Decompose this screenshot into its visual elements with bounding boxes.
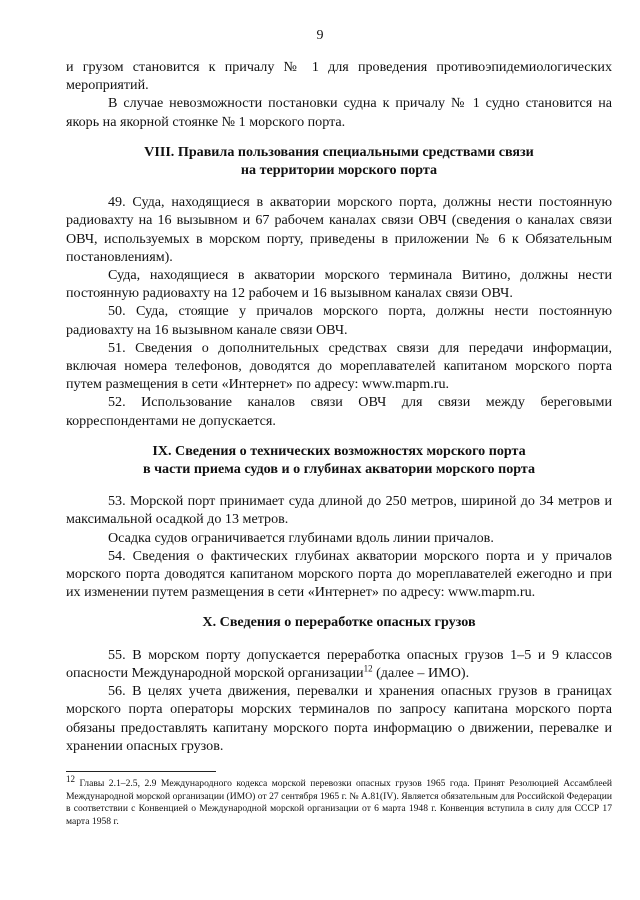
paragraph-55 [66,646,612,682]
paragraph: Суда, находящиеся в акватории морского терминала Витино, должны нести постоянную радиовахту на 12 рабочем и 16 вызывном каналах связи ОВЧ. [66,267,612,302]
footnote-marker: 12 [66,773,75,784]
footnote-text: Главы 2.1–2.5, 2.9 Международного кодекса морской перевозки опасных грузов 1965 года. Принят Резолюцией Ассамблеей Международной морской организации (ИМО) от 27 сентября 1965 г. № А.81(IV). Является обязательным для Российской Федерации в соответствии с Конвенцией о Международной морской организации от 6 марта 1948 г. Конвенция вступила в силу для СССР 17 марта 1958 г. [66,778,612,827]
paragraph-52: 52. Использование каналов связи ОВЧ для связи между береговыми корреспондентами не допускается. [66,394,612,429]
paragraph-54: 54. Сведения о фактических глубинах акватории морского порта и у причалов морского порта доводятся капитаном морского порта до мореплавателей ежегодно и при их изменении путем размещения в сети «Интернет» по адресу: www.mapm.ru. [66,547,612,601]
footnote [66,773,612,828]
paragraph-text: (далее – ИМО). [372,664,470,681]
paragraph-50: 50. Суда, стоящие у причалов морского порта, должны нести постоянную радиовахту на 16 вызывном канале связи ОВЧ. [66,303,612,338]
heading-line: на территории морского порта [240,162,438,179]
document-body [66,58,612,755]
paragraph: и грузом становится к причалу № 1 для проведения противоэпидемиологических мероприятий. [66,59,612,94]
footnote-separator [66,771,216,772]
paragraph-53: 53. Морской порт принимает суда длиной до 250 метров, шириной до 34 метров и максимальной осадкой до 13 метров. [66,493,612,528]
paragraph-text: 55. В морском порту допускается переработка опасных грузов 1–5 и 9 классов опасности Международной морской организации [66,646,612,681]
section-heading-10 [66,613,612,631]
heading-line: IX. Сведения о технических возможностях морского порта [152,442,526,459]
heading-line: VIII. Правила пользования специальными средствами связи [144,143,534,160]
heading-line: в части приема судов и о глубинах акватории морского порта [142,461,536,478]
footnote-reference[interactable]: 12 [363,663,373,674]
paragraph-49: 49. Суда, находящиеся в акватории морского порта, должны нести постоянную радиовахту на 16 вызывном и 67 рабочем каналах связи ОВЧ (сведения о каналах связи ОВЧ, используемых в морском порту, приведены в приложении № 6 к Обязательным постановлениям). [66,194,612,265]
paragraph-56: 56. В целях учета движения, перевалки и хранения опасных грузов в границах морского порта операторы морских терминалов по запросу капитана морского порта обязаны предоставлять капитану морского порта информацию о движении, перевалке и хранении опасных грузов. [66,683,612,754]
heading-line: X. Сведения о переработке опасных грузов [202,614,476,631]
section-heading-8 [66,143,612,179]
section-heading-9 [66,442,612,478]
paragraph-51: 51. Сведения о дополнительных средствах связи для передачи информации, включая номера телефонов, доводятся до мореплавателей капитаном морского порта путем размещения в сети «Интернет» по адресу: www.mapm.ru. [66,339,612,393]
page-number: 9 [316,28,324,43]
paragraph: В случае невозможности постановки судна к причалу № 1 судно становится на якорь на якорной стоянке № 1 морского порта. [66,95,612,130]
paragraph: Осадка судов ограничивается глубинами вдоль линии причалов. [108,529,494,546]
